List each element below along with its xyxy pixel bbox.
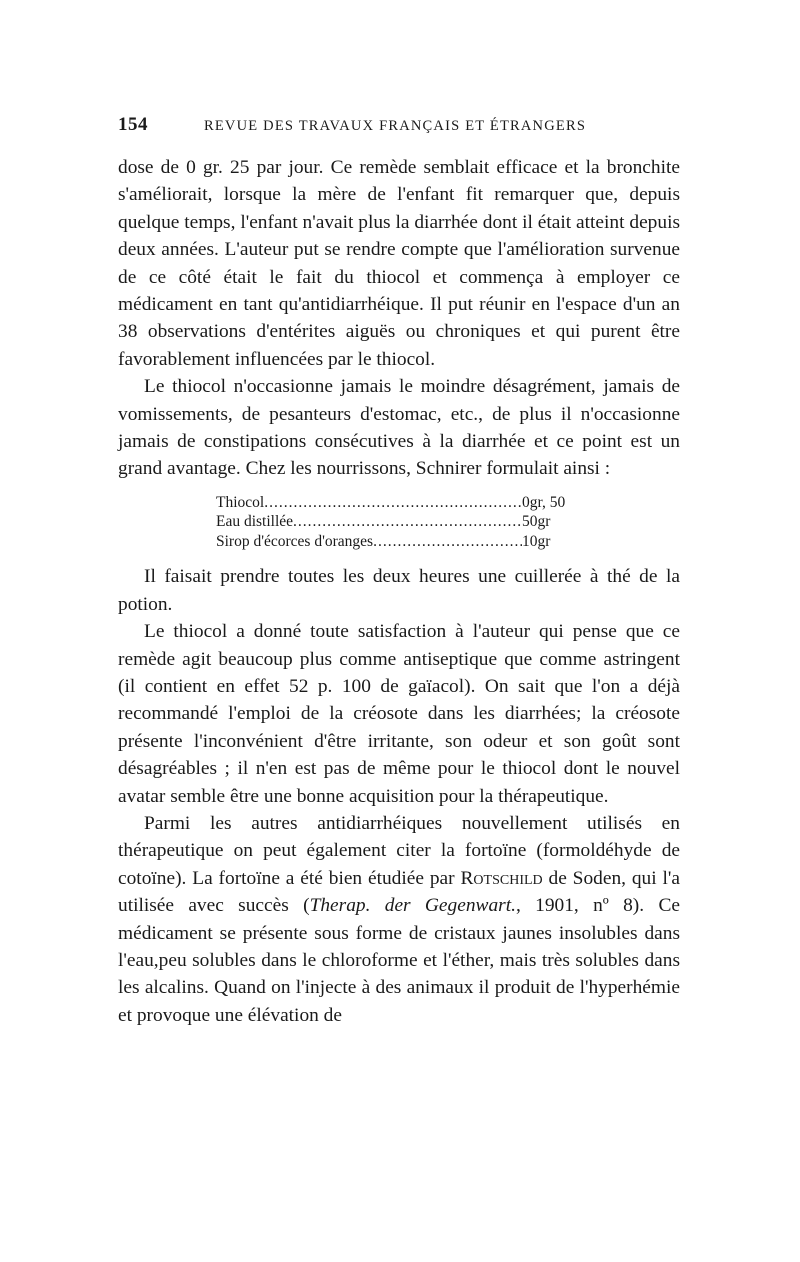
document-page xyxy=(118,114,680,1029)
running-head xyxy=(118,114,680,140)
formula-row xyxy=(216,512,680,532)
paragraph-thiocol-tolerance: Le thiocol n'occasionne jamais le moindre désagrément, jamais de vomissements, de pesanteurs d'estomac, etc., de plus il n'occasionne jamais de constipations consécutives à la diarrhée et ce point est un grand avantage. Chez les nourrissons, Schnirer formulait ainsi : xyxy=(118,376,680,480)
formula-ingredient: Sirop d'écorces d'oranges ..... xyxy=(216,533,522,550)
paragraph-fortoine xyxy=(118,810,680,1029)
paragraph-text: Parmi les autres antidiarrhéiques nouvellement utilisés en thérapeutique on peut également citer la fortoïne (formoldéhyde de cotoïne). La fortoïne a été bien étudiée par xyxy=(118,813,680,889)
paragraph-text: , 1901, nº 8). Ce médicament se présente sous forme de cristaux jaunes insolubles dans l'eau,peu solubles dans le chloroforme et l'éther, mais très solubles dans les alcalins. Quand on l'injecte à des animaux il produit de l'hyperhémie et provoque une élévation de xyxy=(118,895,680,1026)
formula-row xyxy=(216,532,680,552)
page-number: 154 xyxy=(118,114,148,135)
formula-ingredient: Thiocol ..... xyxy=(216,494,522,511)
running-title: REVUE DES TRAVAUX FRANÇAIS ET ÉTRANGERS xyxy=(204,118,587,134)
formula-quantity: 50gr xyxy=(522,513,551,531)
paragraph-continuation: dose de 0 gr. 25 par jour. Ce remède semblait efficace et la bronchite s'améliorait, lorsque la mère de l'enfant fit remarquer que, depuis quelque temps, l'enfant n'avait plus la diarrhée dont il était atteint depuis deux années. L'auteur put se rendre compte que l'amélioration survenue de ce côté était le fait du thiocol et commença à employer ce médicament en tant qu'antidiarrhéique. Il put réunir en l'espace d'un an 38 observations d'entérites aiguës ou chroniques et qui purent être favorablement influencées par le thiocol. xyxy=(118,157,680,370)
paragraph-text: de Soden, qui l'a utilisée avec succès ( xyxy=(118,867,680,917)
paragraph-thiocol-antiseptic: Le thiocol a donné toute satisfaction à l'auteur qui pense que ce remède agit beaucoup plus comme antiseptique que comme astringent (il contient en effet 52 p. 100 de gaïacol). On sait que l'on a déjà recommandé l'emploi de la créosote dans les diarrhées; la créosote présente l'inconvénient d'être irritante, son odeur et son goût sont désagréables ; il n'en est pas de même pour le thiocol dont le nouvel avatar semble être une bonne acquisition pour la thérapeutique. xyxy=(118,621,680,807)
formula-quantity: 10gr xyxy=(522,532,551,550)
prescription-formula xyxy=(216,493,680,552)
formula-quantity: 0gr, 50 xyxy=(522,493,566,511)
formula-ingredient: Eau distillée ..... xyxy=(216,513,522,530)
formula-row xyxy=(216,493,680,513)
journal-citation: Therap. der Gegenwart. xyxy=(309,895,516,917)
author-name: Rotschild xyxy=(460,867,543,889)
paragraph-dosage: Il faisait prendre toutes les deux heures une cuillerée à thé de la potion. xyxy=(118,566,680,615)
